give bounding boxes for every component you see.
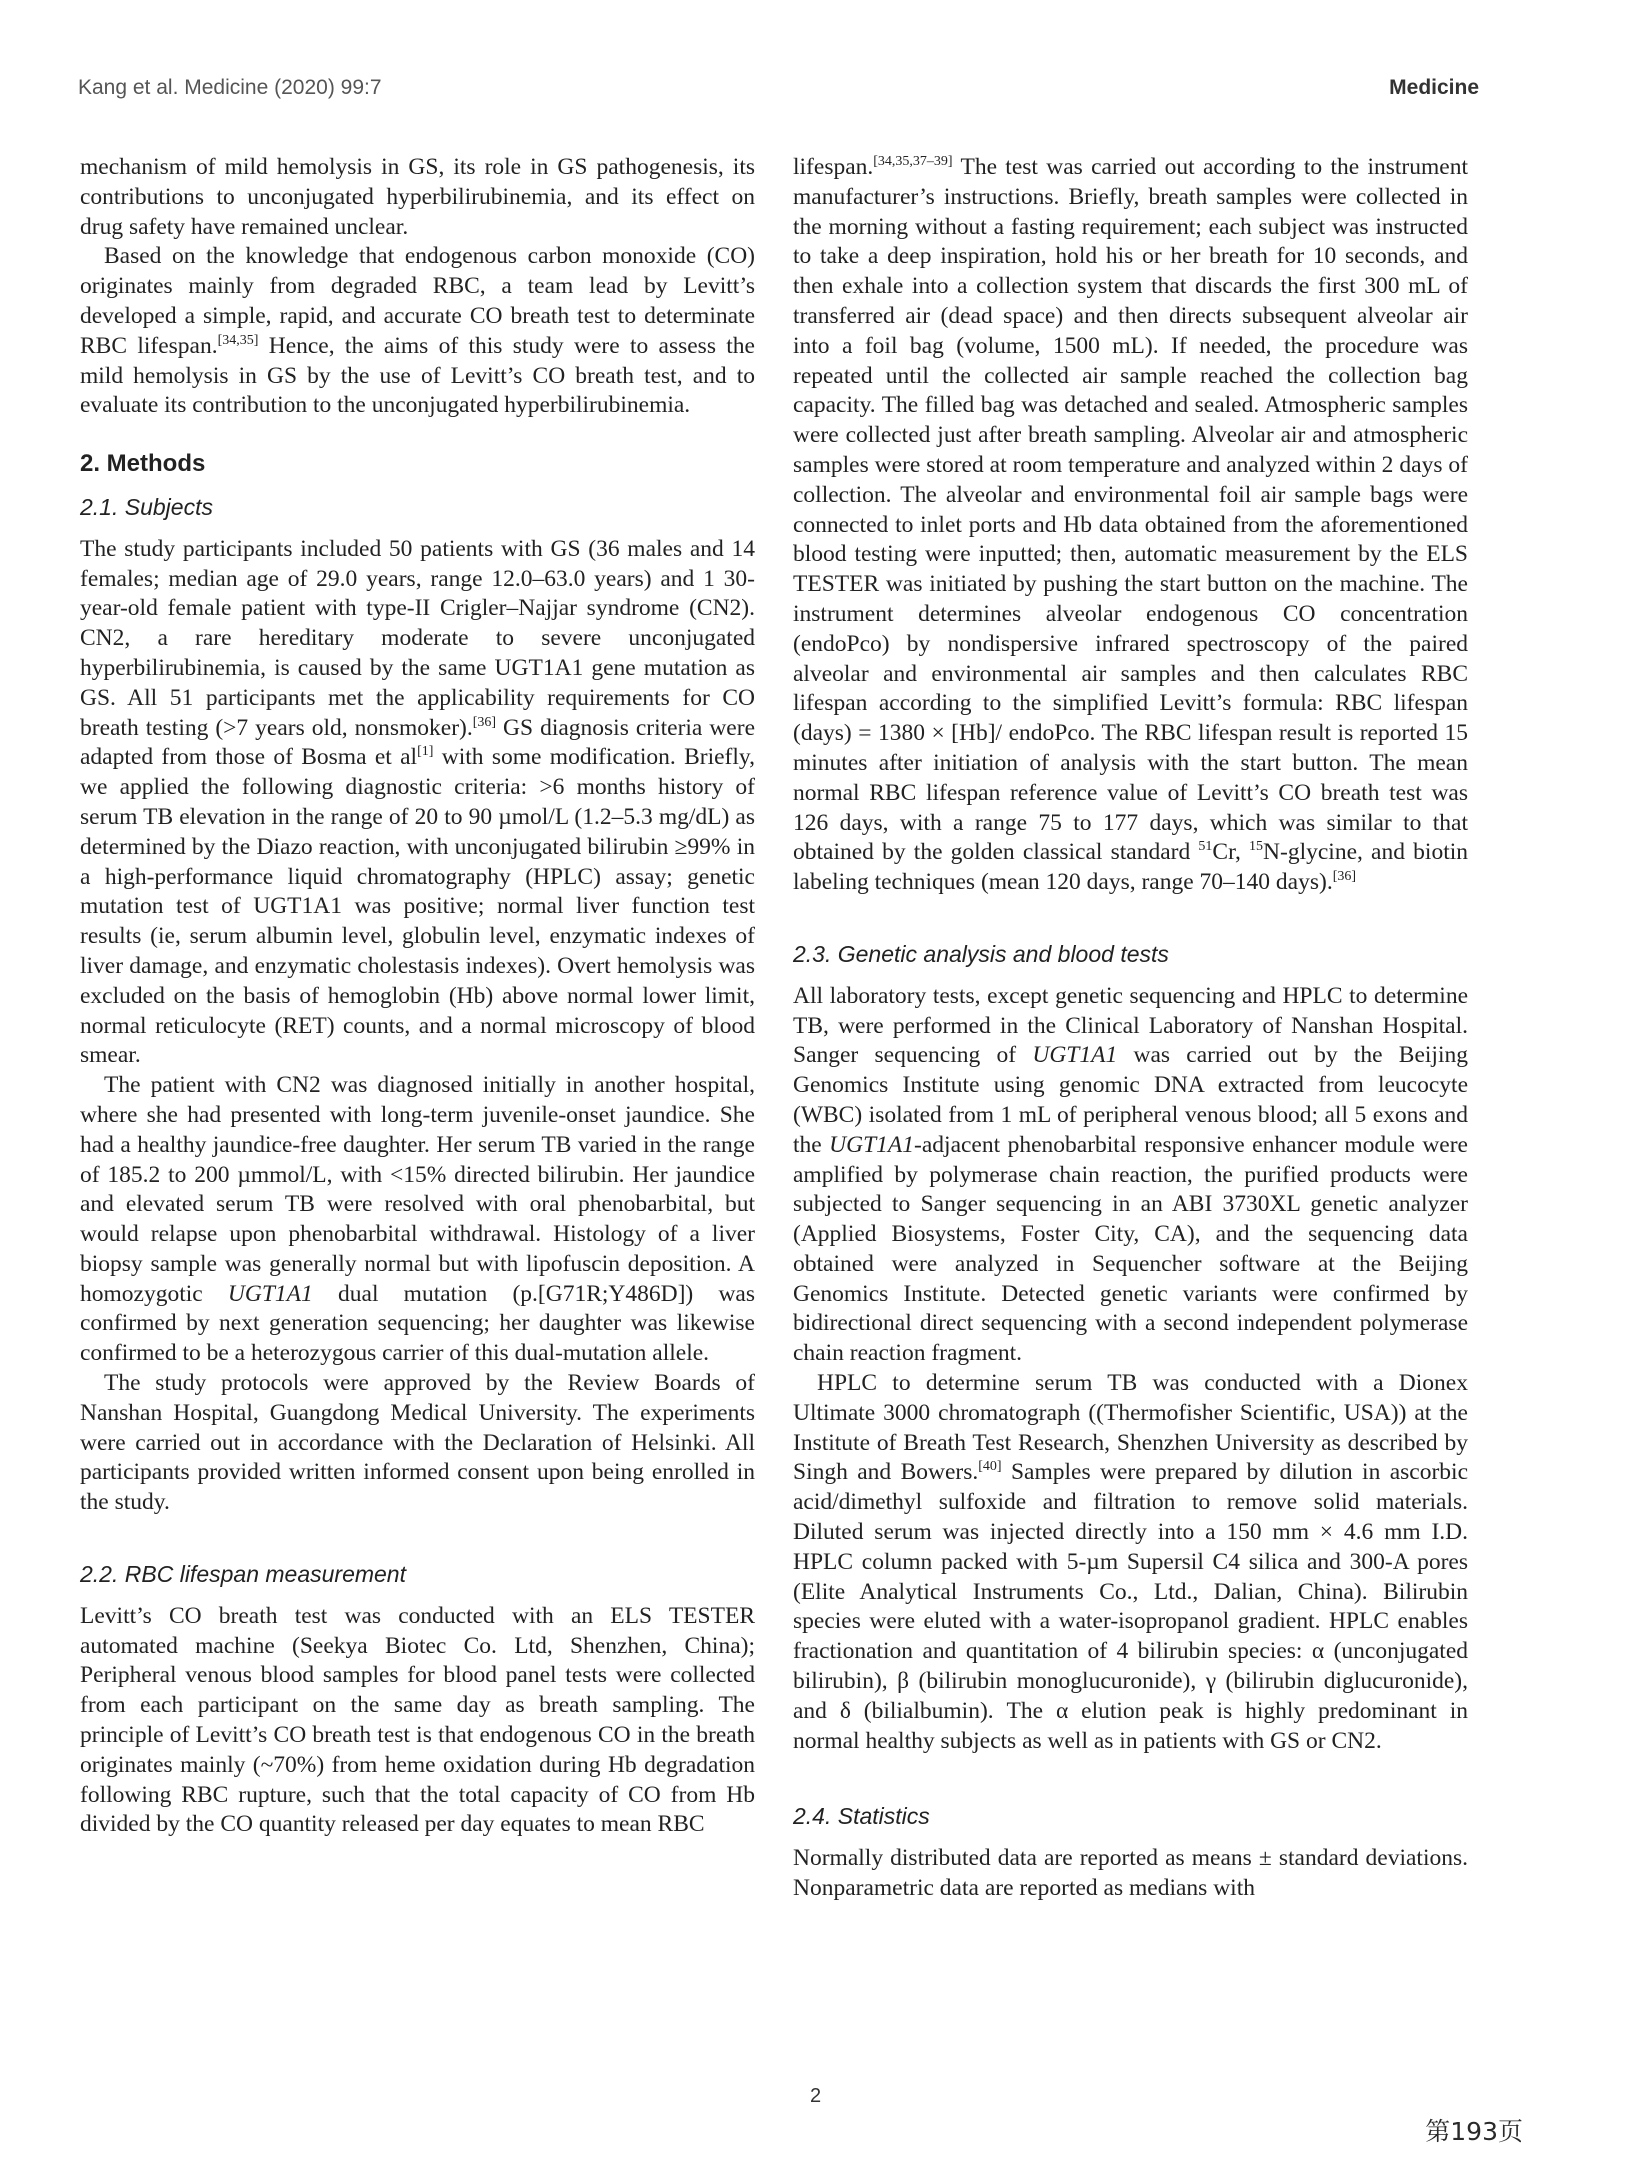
citation-ref: [1]: [417, 744, 434, 760]
journal-name: Medicine: [1389, 76, 1479, 99]
paragraph: All laboratory tests, except genetic sequencing and HPLC to determine TB, were performed in the Clinical Laboratory of Nanshan Hospital. Sanger sequencing of UGT1A1 was carried out by the Beijing Genomics Institute using genomic DNA extracted from leucocyte (WBC) isolated from 1 mL of peripheral venous blood; all 5 exons and the UGT1A1-adjacent phenobarbital responsive enhancer module were amplified by polymerase chain reaction, the purified products were subjected to Sanger sequencing in an ABI 3730XL genetic analyzer (Applied Biosystems, Foster City, CA), and the sequencing data obtained were analyzed in Sequencher software at the Beijing Genomics Institute. Detected genetic variants were confirmed by bidirectional direct sequencing with a second independent polymerase chain reaction fragment.: [793, 982, 1468, 1367]
paragraph: The patient with CN2 was diagnosed initially in another hospital, where she had presented with long-term juvenile-onset jaundice. She had a healthy jaundice-free daughter. Her serum TB varied in the range of 185.2 to 200 µmmol/L, with <15% directed bilirubin. Her jaundice and elevated serum TB were resolved with oral phenobarbital, but would relapse upon phenobarbital withdrawal. Histology of a liver biopsy sample was generally normal but with lipofuscin deposition. A homozygotic UGT1A1 dual mutation (p.[G71R;Y486D]) was confirmed by next generation sequencing; her daughter was likewise confirmed to be a heterozygous carrier of this dual-mutation allele.: [80, 1072, 755, 1367]
paragraph: The study participants included 50 patients with GS (36 males and 14 females; median age of 29.0 years, range 12.0–63.0 years) and 1 30-year-old female patient with type-II Crigler–Najjar syndrome (CN2). CN2, a rare hereditary moderate to severe unconjugated hyperbilirubinemia, is caused by the same UGT1A1 gene mutation as GS. All 51 participants met the applicability requirements for CO breath testing (>7 years old, nonsmoker).[36] GS diagnosis criteria were adapted from those of Bosma et al[1] with some modification. Briefly, we applied the following diagnostic criteria: >6 months history of serum TB elevation in the range of 20 to 90 µmol/L (1.2–5.3 mg/dL) as determined by the Diazo reaction, with unconjugated bilirubin ≥99% in a high-performance liquid chromatography (HPLC) assay; genetic mutation test of UGT1A1 was positive; normal liver function test results (ie, serum albumin level, globulin level, enzymatic indexes of liver damage, and enzymatic cholestasis indexes). Overt hemolysis was excluded on the basis of hemoglobin (Hb) above normal lower limit, normal reticulocyte (RET) counts, and a normal microscopy of blood smear.: [80, 535, 755, 1069]
subsection-heading-subjects: 2.1. Subjects: [80, 493, 213, 520]
paragraph: Normally distributed data are reported as means ± standard deviations. Nonparametric data are reported as medians with: [793, 1845, 1468, 1902]
paragraph: The study protocols were approved by the Review Boards of Nanshan Hospital, Guangdong Medical University. The experiments were carried out in accordance with the Declaration of Helsinki. All participants provided written informed consent upon being enrolled in the study.: [80, 1370, 755, 1516]
right-column: [793, 153, 1468, 1904]
citation-ref: [36]: [1332, 869, 1357, 885]
citation-ref: [40]: [978, 1459, 1002, 1475]
subsection-heading-rbc-lifespan: 2.2. RBC lifespan measurement: [80, 1561, 406, 1588]
section-heading-methods: 2. Methods: [80, 450, 206, 478]
citation-ref: [36]: [472, 714, 497, 730]
left-column: [80, 153, 755, 1840]
citation-ref: [34,35,37–39]: [873, 154, 953, 169]
paragraph: mechanism of mild hemolysis in GS, its role in GS pathogenesis, its contributions to unconjugated hyperbilirubinemia, and its effect on drug safety have remained unclear.: [80, 154, 755, 240]
subsection-heading-genetic-analysis: 2.3. Genetic analysis and blood tests: [793, 940, 1169, 967]
isotope-superscript: 51: [1198, 839, 1213, 855]
paragraph: HPLC to determine serum TB was conducted with a Dionex Ultimate 3000 chromatograph ((Thermofisher Scientific, USA)) at the Institute of Breath Test Research, Shenzhen University as described by Singh and Bowers.[40] Samples were prepared by dilution in ascorbic acid/dimethyl sulfoxide and filtration to remove solid materials. Diluted serum was injected directly into a 150 mm × 4.6 mm I.D. HPLC column packed with 5-µm Supersil C4 silica and 300-A pores (Elite Analytical Instruments Co., Ltd., Dalian, China). Bilirubin species were eluted with a water-isopropanol gradient. HPLC enables fractionation and quantitation of 4 bilirubin species: α (unconjugated bilirubin), β (bilirubin monoglucuronide), γ (bilirubin diglucuronide), and δ (bilialbumin). The α elution peak is highly predominant in normal healthy subjects as well as in patients with GS or CN2.: [793, 1370, 1469, 1754]
page-stamp: 第193页: [1425, 2117, 1523, 2146]
paragraph: Based on the knowledge that endogenous carbon monoxide (CO) originates mainly from degraded RBC, a team lead by Levitt’s developed a simple, rapid, and accurate CO breath test to determinate RBC lifespan.[34,35] Hence, the aims of this study were to assess the mild hemolysis in GS by the use of Levitt’s CO breath test, and to evaluate its contribution to the unconjugated hyperbilirubinemia.: [80, 243, 755, 419]
subsection-heading-statistics: 2.4. Statistics: [793, 1803, 930, 1830]
page-number: 2: [809, 2085, 822, 2107]
citation-ref: [34,35]: [217, 332, 259, 348]
isotope-superscript: 15: [1249, 839, 1264, 855]
paragraph: Levitt’s CO breath test was conducted with an ELS TESTER automated machine (Seekya Biotec Co. Ltd, Shenzhen, China); Peripheral venous blood samples for blood panel tests were collected from each participant on the same day as breath sampling. The principle of Levitt’s CO breath test is that endogenous CO in the breath originates mainly (~70%) from heme oxidation during Hb degradation following RBC rupture, such that the total capacity of CO from Hb divided by the CO quantity released per day equates to mean RBC: [80, 1602, 755, 1838]
running-header-citation: Kang et al. Medicine (2020) 99:7: [78, 76, 382, 99]
paragraph: lifespan.[34,35,37–39] The test was carried out according to the instrument manufacturer’s instructions. Briefly, breath samples were collected in the morning without a fasting requirement; each subject was instructed to take a deep inspiration, hold his or her breath for 10 seconds, and then exhale into a collection system that discards the first 300 mL of transferred air (dead space) and then directs subsequent alveolar air into a foil bag (volume, 1500 mL). If needed, the procedure was repeated until the collected air sample reached the collection bag capacity. The filled bag was detached and sealed. Atmospheric samples were collected just after breath sampling. Alveolar air and atmospheric samples were stored at room temperature and analyzed within 2 days of collection. The alveolar and environmental foil air sample bags were connected to inlet ports and Hb data obtained from the aforementioned blood testing were inputted; then, automatic measurement by the ELS TESTER was initiated by pushing the start button on the machine. The instrument determines alveolar endogenous CO concentration (endoPco) by nondispersive infrared spectroscopy of the paired alveolar and environmental air samples and then calculates RBC lifespan according to the simplified Levitt’s formula: RBC lifespan (days) = 1380 × [Hb]/ endoPco. The RBC lifespan result is reported 15 minutes after initiation of analysis with the start button. The mean normal RBC lifespan reference value of Levitt’s CO breath test was 126 days, with a range 75 to 177 days, which was similar to that obtained by the golden classical standard $^{51}$Cr, $^{15}$N-glycine, and biotin labeling techniques (mean 120 days, range 70–140 days).[36]: [793, 154, 1469, 896]
